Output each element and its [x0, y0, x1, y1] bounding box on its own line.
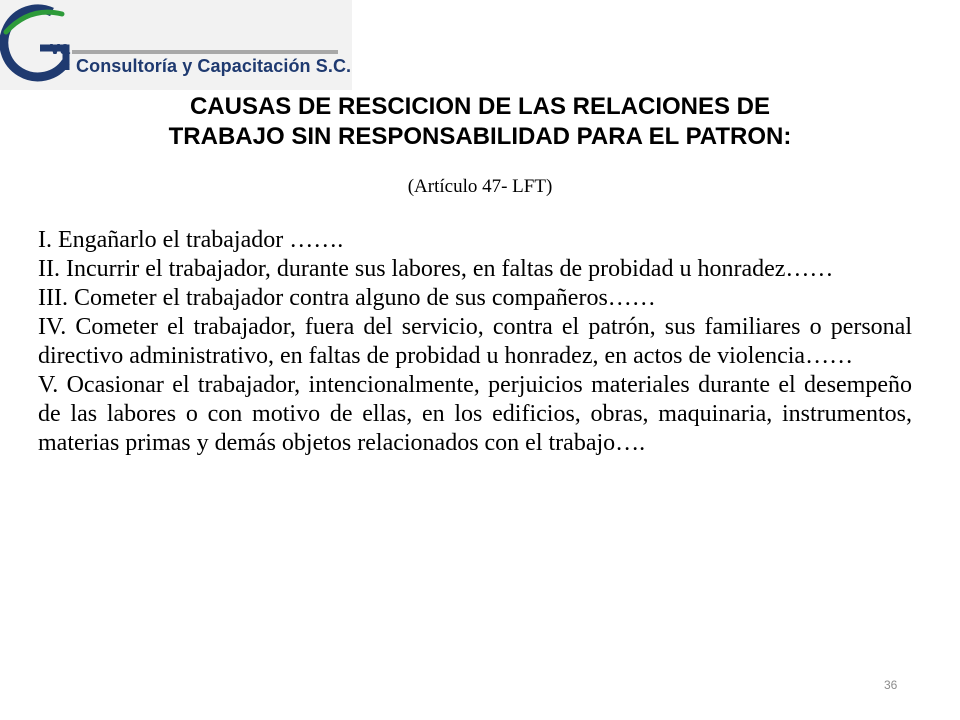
- slide-subtitle: (Artículo 47- LFT): [407, 176, 553, 197]
- list-item: III. Cometer el trabajador contra alguno de sus compañeros……: [38, 285, 656, 311]
- logo-company-name: Consultoría y Capacitación S.C.: [76, 56, 352, 76]
- slide-title: [0, 92, 960, 152]
- logo-mark-text: va: [50, 38, 71, 58]
- list-item: IV. Cometer el trabajador, fuera del servicio, contra el patrón, sus familiares o personal directivo administrativo, en faltas de probidad u honradez, en actos de violencia……: [38, 314, 912, 369]
- page-number: 36: [884, 678, 898, 692]
- slide-title-line-2: TRABAJO SIN RESPONSABILIDAD PARA EL PATRON:: [168, 123, 792, 150]
- causes-list: [38, 226, 912, 458]
- list-item: II. Incurrir el trabajador, durante sus labores, en faltas de probidad u honradez……: [38, 256, 834, 282]
- slide-title-line-1: CAUSAS DE RESCICION DE LAS RELACIONES DE: [189, 93, 771, 120]
- list-item: I. Engañarlo el trabajador …….: [38, 227, 344, 253]
- company-logo: [0, 0, 352, 90]
- list-item: V. Ocasionar el trabajador, intencionalmente, perjuicios materiales durante el desempeño de las labores o con motivo de ellas, en los edificios, obras, maquinaria, instrumentos, materias primas y demás objetos relacionados con el trabajo….: [38, 372, 912, 456]
